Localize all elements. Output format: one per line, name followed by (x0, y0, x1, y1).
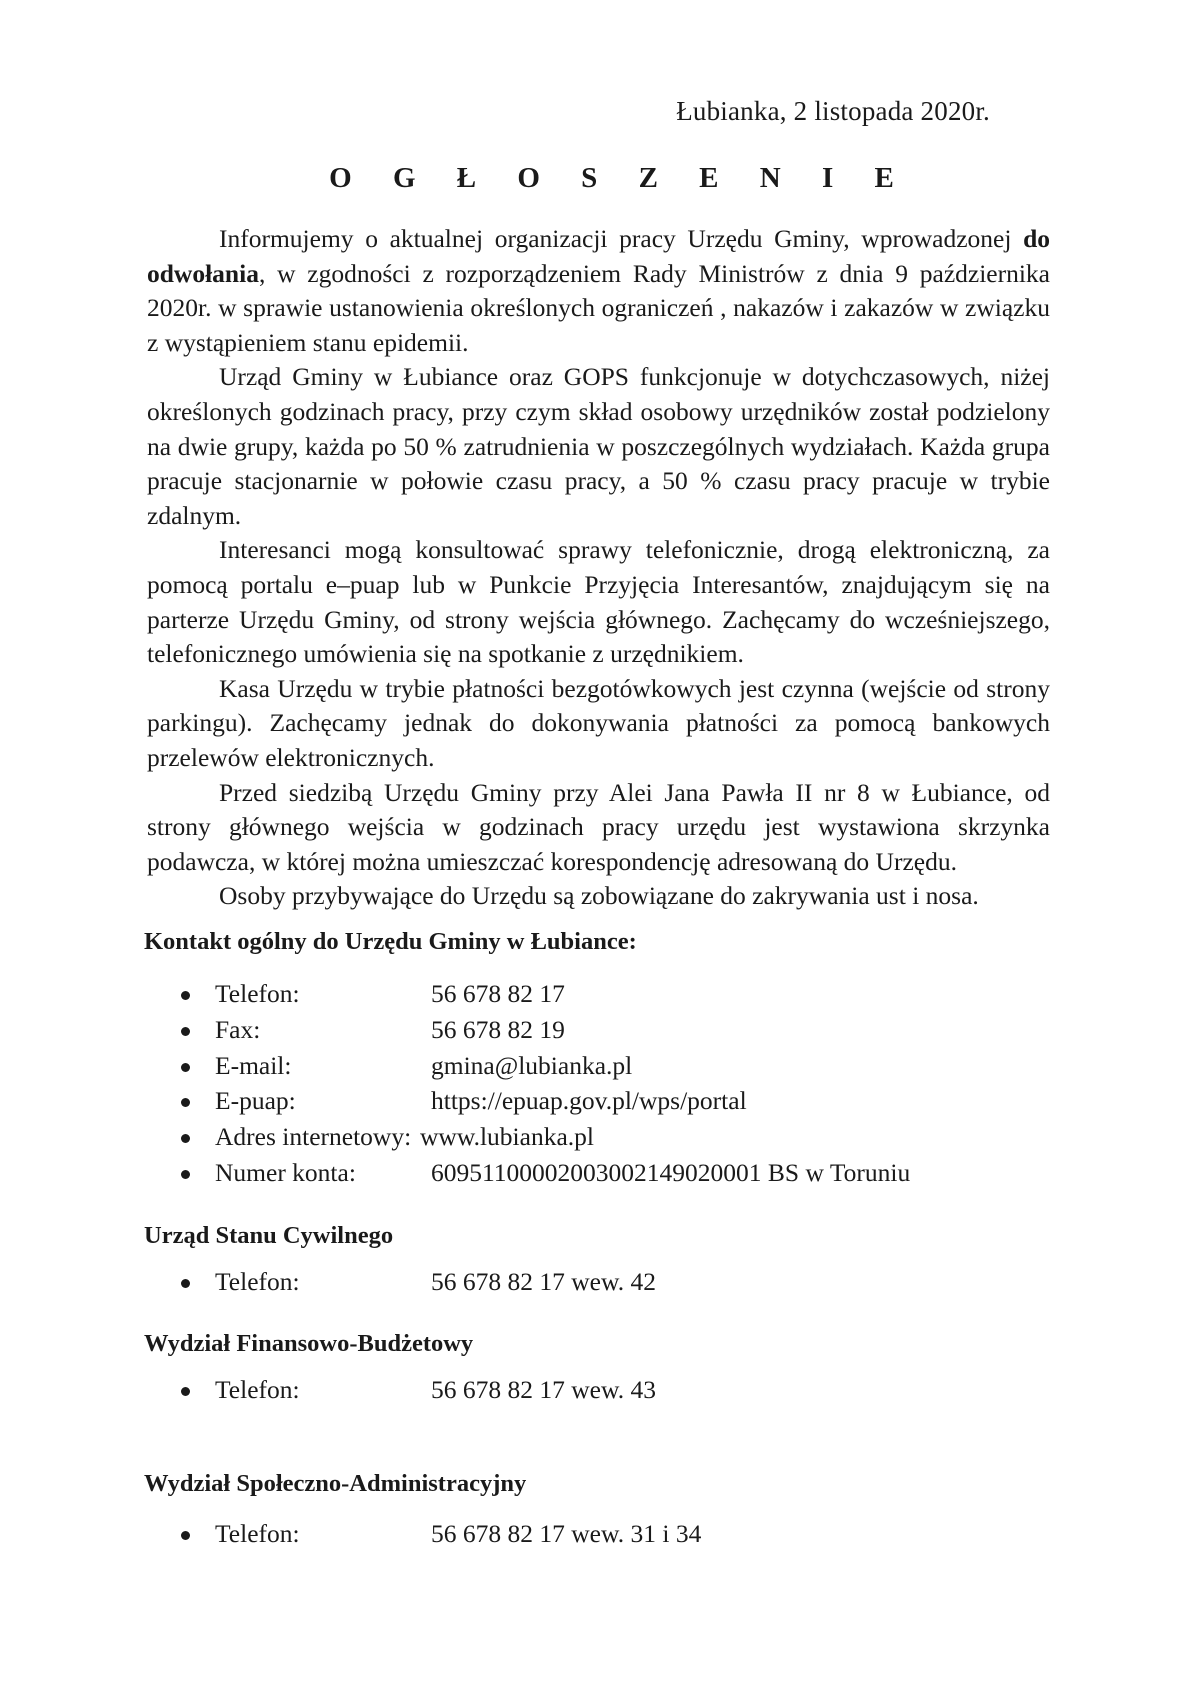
finance-heading: Wydział Finansowo-Budżetowy (144, 1330, 474, 1357)
contact-label: E-mail: (215, 1050, 292, 1080)
paragraph-organization-bold: do odwołania (147, 224, 1050, 288)
contact-label: E-puap: (215, 1086, 296, 1116)
paragraph-organization-part1: Informujemy o aktualnej organizacji pracy Urzędu Gminy, wprowadzonej (219, 224, 1024, 253)
contact-value: gmina@lubianka.pl (431, 1050, 633, 1080)
contact-value: 56 678 82 17 wew. 42 (431, 1267, 656, 1296)
contact-label: Adres internetowy: (215, 1122, 412, 1152)
contact-value: 56 678 82 17 (431, 979, 565, 1008)
contact-label: Fax: (215, 1014, 261, 1044)
contact-value: 56 678 82 19 (431, 1014, 565, 1044)
paragraph-organization-part2: , w zgodności z rozporządzeniem Rady Ministrów z dnia 9 października 2020r. w sprawie ustanowienia określonych ograniczeń , nakazów i zakazów w związku z wystąpieniem stanu epidemii. (147, 258, 1050, 357)
contact-value: 60951100002003002149020001 BS w Toruniu (431, 1157, 911, 1187)
bullet-icon (181, 1027, 190, 1036)
paragraph-masks: Osoby przybywające do Urzędu są zobowiązane do zakrywania ust i nosa. (219, 881, 979, 911)
contact-label: Telefon: (215, 1375, 300, 1404)
usc-heading: Urząd Stanu Cywilnego (144, 1222, 394, 1249)
paragraph-working-hours: Urząd Gminy w Łubiance oraz GOPS funkcjonuje w dotychczasowych, niżej określonych godzinach pracy, przy czym skład osobowy urzędników został podzielony na dwie grupy, każda po 50 % zatrudnienia w poszczególnych wydziałach. Każda grupa pracuje stacjonarnie w połowie czasu pracy, a 50 % czasu pracy pracuje w trybie zdalnym. (147, 362, 1050, 530)
bullet-icon (181, 1063, 190, 1072)
contact-label: Telefon: (215, 1267, 300, 1296)
paragraph-mailbox: Przed siedzibą Urzędu Gminy przy Alei Jana Pawła II nr 8 w Łubiance, od strony głównego wejścia w godzinach pracy urzędu jest wystawiona skrzynka podawcza, w której można umieszczać korespondencję adresowaną do Urzędu. (147, 777, 1050, 876)
paragraph-organization (147, 222, 1050, 360)
bullet-icon (181, 1134, 190, 1143)
bullet-icon (181, 1279, 190, 1288)
paragraph-cashier: Kasa Urzędu w trybie płatności bezgotówkowych jest czynna (wejście od strony parkingu). Zachęcamy jednak do dokonywania płatności za pomocą bankowych przelewów elektronicznych. (147, 673, 1050, 772)
social-heading: Wydział Społeczno-Administracyjny (144, 1470, 527, 1497)
announcement-body (147, 222, 1050, 914)
general-contact-heading: Kontakt ogólny do Urzędu Gminy w Łubiance: (144, 928, 637, 955)
contact-label: Telefon: (215, 1519, 300, 1548)
contact-label: Telefon: (215, 979, 300, 1008)
contact-value: https://epuap.gov.pl/wps/portal (431, 1086, 747, 1116)
bullet-icon (181, 991, 190, 1000)
document-date: Łubianka, 2 listopada 2020r. (676, 96, 990, 126)
bullet-icon (181, 1098, 190, 1107)
bullet-icon (181, 1170, 190, 1179)
contact-label: Numer konta: (215, 1157, 356, 1187)
contact-value: 56 678 82 17 wew. 31 i 34 (431, 1519, 702, 1548)
document-title: O G Ł O S Z E N I E (329, 162, 911, 194)
contact-value: www.lubianka.pl (420, 1122, 594, 1152)
paragraph-consultation: Interesanci mogą konsultować sprawy telefonicznie, drogą elektroniczną, za pomocą portalu e–puap lub w Punkcie Przyjęcia Interesantów, znajdującym się na parterze Urzędu Gminy, od strony wejścia głównego. Zachęcamy do wcześniejszego, telefonicznego umówienia się na spotkanie z urzędnikiem. (147, 535, 1050, 669)
bullet-icon (181, 1387, 190, 1396)
bullet-icon (181, 1531, 190, 1540)
contact-value: 56 678 82 17 wew. 43 (431, 1375, 656, 1404)
